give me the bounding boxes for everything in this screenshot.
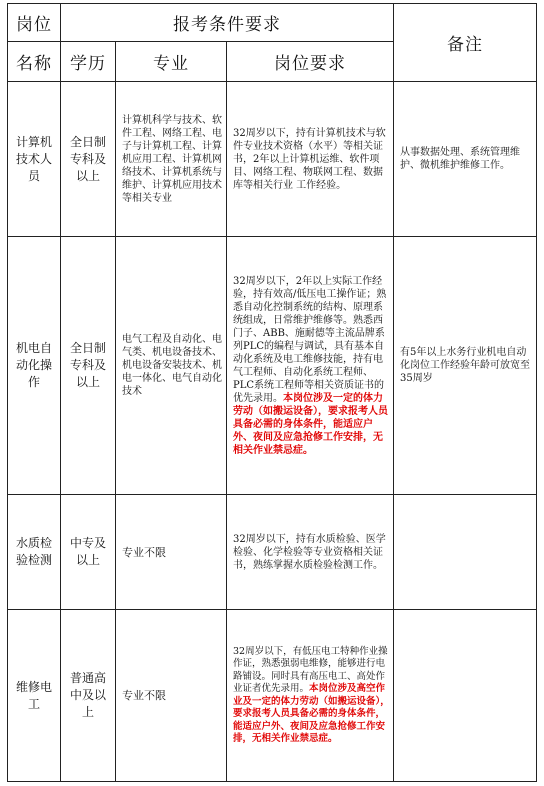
header-requirements: 岗位要求 — [227, 42, 394, 82]
table-row — [8, 495, 537, 610]
post-name: 机电自动化操作 — [8, 237, 61, 495]
header-post-line2: 名称 — [8, 42, 61, 82]
header-education: 学历 — [61, 42, 116, 82]
table-row — [8, 237, 537, 495]
requirements-cell — [227, 495, 394, 610]
notes-cell: 有5年以上水务行业机电自动化岗位工作经验年龄可放宽至35周岁 — [394, 237, 537, 495]
major-cell: 计算机科学与技术、软件工程、网络工程、电子与计算机工程、计算机应用工程、计算机网络技术、计算机系统与维护、计算机应用技术等相关专业 — [116, 82, 227, 237]
education-cell: 全日制专科及以上 — [61, 82, 116, 237]
notes-cell — [394, 495, 537, 610]
recruitment-table — [7, 3, 537, 782]
education-cell: 普通高中及以上 — [61, 610, 116, 782]
post-name: 计算机技术人员 — [8, 82, 61, 237]
header-post-line1: 岗位 — [8, 4, 61, 42]
header-major: 专业 — [116, 42, 227, 82]
post-name: 维修电工 — [8, 610, 61, 782]
post-name: 水质检验检测 — [8, 495, 61, 610]
requirements-warning: 本岗位涉及一定的体力劳动（如搬运设备），要求报考人员具备必需的身体条件，能适应户外、夜间及应急抢修工作安排，无相关作业禁忌症。 — [233, 392, 388, 456]
education-cell: 全日制专科及以上 — [61, 237, 116, 495]
requirements-text: 32周岁以下，2年以上实际工作经验，持有效高/低压电工操作证；熟悉自动化控制系统的结构、原理系统组成，日常维护维修等。熟悉西门子、ABB、施耐德等主流品牌系列PLC的编程与调试，具有基本自动化系统及电工维修技能，持有电气工程师、自动化系统工程师、PLC系统工程师等相关资质证书的优先录用。 — [233, 275, 387, 404]
table-row — [8, 610, 537, 782]
requirements-cell — [227, 610, 394, 782]
header-conditions: 报考条件要求 — [61, 4, 394, 42]
notes-cell — [394, 610, 537, 782]
major-cell: 专业不限 — [116, 495, 227, 610]
requirements-text: 32周岁以下，有低压电工特种作业操作证，熟悉强弱电维修，能够进行电路铺设。同时具有高压电工、高处作业证者优先录用。 — [233, 645, 388, 694]
table-row — [8, 82, 537, 237]
major-cell: 专业不限 — [116, 610, 227, 782]
major-cell: 电气工程及自动化、电气类、机电设备技术、机电设备安装技术、机电一体化、电气自动化技术 — [116, 237, 227, 495]
requirements-cell — [227, 237, 394, 495]
notes-cell: 从事数据处理、系统管理维护、微机维护维修工作。 — [394, 82, 537, 237]
requirements-text: 32周岁以下，持有水质检验、医学检验、化学检验等专业资格相关证书，熟练掌握水质检验检测工作。 — [233, 533, 386, 571]
requirements-warning: 本岗位涉及高空作业及一定的体力劳动（如搬运设备），要求报考人员具备必需的身体条件，能适应户外、夜间及应急抢修工作安排，无相关作业禁忌症。 — [233, 683, 390, 744]
header-notes: 备注 — [394, 4, 537, 82]
requirements-text: 32周岁以下，持有计算机技术与软件专业技术资格（水平）等相关证书，2年以上计算机运维、软件项目、网络工程、物联网工程、数据库等相关行业 工作经验。 — [233, 127, 386, 191]
requirements-cell — [227, 82, 394, 237]
education-cell: 中专及以上 — [61, 495, 116, 610]
